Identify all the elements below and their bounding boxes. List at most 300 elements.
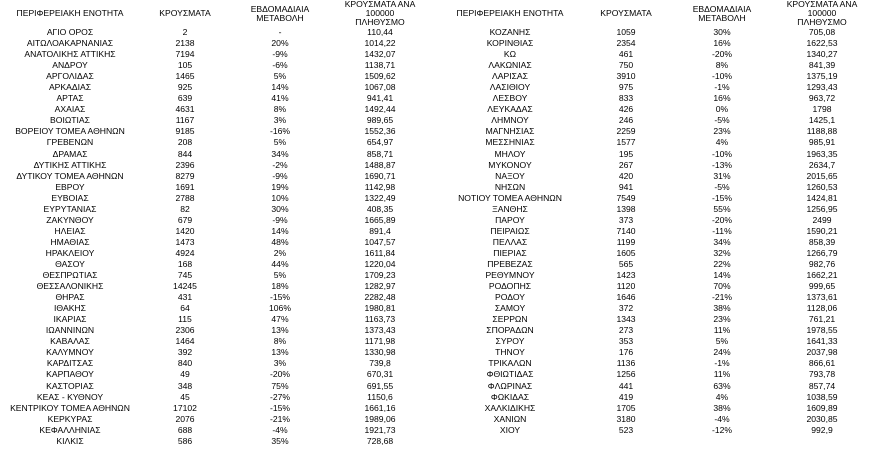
cases-cell: 7549 — [616, 192, 636, 203]
weekly-change-cell: 75% — [271, 380, 289, 391]
cases-cell: 1646 — [616, 292, 636, 303]
region-cell: ΚΙΛΚΙΣ — [56, 435, 84, 446]
region-cell: ΧΙΟΥ — [499, 424, 521, 435]
per-100k-cell: 1293,43 — [806, 82, 838, 93]
cases-cell: 925 — [177, 82, 193, 93]
table-row — [440, 115, 872, 126]
cases-cell: 523 — [618, 424, 634, 435]
cases-cell: 745 — [177, 270, 193, 281]
table-row — [0, 292, 430, 303]
region-cell: ΑΡΤΑΣ — [56, 93, 84, 104]
region-cell: ΚΑΒΑΛΑΣ — [50, 336, 90, 347]
per-100k-cell: 1665,89 — [364, 214, 396, 225]
cases-cell: 1577 — [616, 137, 636, 148]
weekly-change-cell: -4% — [714, 413, 730, 424]
region-cell: ΜΑΓΝΗΣΙΑΣ — [485, 126, 535, 137]
table-row — [0, 137, 430, 148]
cases-cell: 9185 — [175, 126, 195, 137]
per-100k-cell: 1322,49 — [364, 192, 396, 203]
table-row — [440, 182, 872, 193]
per-100k-cell: 891,4 — [369, 225, 391, 236]
weekly-change-cell: -9% — [272, 214, 288, 225]
per-100k-cell: 999,65 — [808, 281, 836, 292]
per-100k-cell: 985,91 — [808, 137, 836, 148]
region-cell: ΝΗΣΩΝ — [494, 181, 526, 192]
weekly-change-cell: -1% — [714, 82, 730, 93]
region-cell: ΙΩΑΝΝΙΝΩΝ — [45, 325, 95, 336]
region-cell: ΧΑΛΚΙΔΙΚΗΣ — [484, 402, 536, 413]
table-row — [440, 49, 872, 60]
cases-cell: 82 — [180, 203, 190, 214]
weekly-change-cell: 4% — [715, 391, 729, 402]
weekly-change-cell: 38% — [713, 303, 731, 314]
per-100k-cell: 963,72 — [808, 93, 836, 104]
per-100k-cell: 1256,95 — [806, 203, 838, 214]
cases-cell: 3910 — [616, 71, 636, 82]
cases-cell: 1423 — [616, 270, 636, 281]
weekly-change-cell: 106% — [269, 303, 291, 314]
weekly-change-cell: -13% — [711, 159, 733, 170]
region-cell: ΠΕΛΛΑΣ — [492, 236, 528, 247]
header-per-100k: ΚΡΟΥΣΜΑΤΑ ΑΝΑ 100000 ΠΛΗΘΥΣΜΟ — [786, 0, 858, 27]
region-cell: ΤΡΙΚΑΛΩΝ — [488, 358, 532, 369]
table-row — [0, 182, 430, 193]
header-cases: ΚΡΟΥΣΜΑΤΑ — [159, 8, 211, 18]
region-cell: ΒΟΙΩΤΙΑΣ — [50, 115, 90, 126]
weekly-change-cell: 30% — [271, 203, 289, 214]
table-row — [440, 137, 872, 148]
weekly-change-cell: -15% — [711, 192, 733, 203]
weekly-change-cell: 8% — [273, 104, 287, 115]
weekly-change-cell: -2% — [272, 159, 288, 170]
table-row — [0, 358, 430, 369]
weekly-change-cell: -1% — [714, 358, 730, 369]
weekly-change-cell: 5% — [273, 137, 287, 148]
cases-cell: 2076 — [175, 413, 195, 424]
region-cell: ΔΥΤΙΚΗΣ ΑΤΤΙΚΗΣ — [33, 159, 107, 170]
cases-cell: 115 — [178, 314, 192, 325]
weekly-change-cell: -21% — [269, 413, 291, 424]
header-weekly-change: ΕΒΔΟΜΑΔΙΑΙΑ ΜΕΤΑΒΟΛΗ — [250, 3, 310, 23]
cases-cell: 679 — [177, 214, 193, 225]
cases-cell: 1199 — [616, 236, 636, 247]
weekly-change-cell: 24% — [713, 347, 731, 358]
region-cell: ΑΝΑΤΟΛΙΚΗΣ ΑΤΤΙΚΗΣ — [24, 49, 116, 60]
cases-cell: 2 — [182, 27, 188, 37]
table-row — [440, 414, 872, 425]
table-row — [440, 347, 872, 358]
table-row — [0, 171, 430, 182]
weekly-change-cell: -20% — [711, 49, 733, 60]
region-cell: ΡΕΘΥΜΝΟΥ — [485, 270, 535, 281]
cases-cell: 1691 — [175, 181, 195, 192]
cases-cell: 372 — [618, 303, 634, 314]
table-row — [440, 149, 872, 160]
cases-cell: 1705 — [616, 402, 636, 413]
table-row — [0, 193, 430, 204]
region-cell: ΚΩ — [503, 49, 517, 60]
per-100k-cell: 841,39 — [808, 60, 836, 71]
table-row — [0, 237, 430, 248]
weekly-change-cell: 70% — [713, 281, 731, 292]
per-100k-cell: 1014,22 — [364, 38, 396, 49]
weekly-change-cell: 23% — [713, 314, 731, 325]
table-row — [0, 226, 430, 237]
weekly-change-cell: -6% — [272, 60, 288, 71]
table-row — [0, 381, 430, 392]
region-cell: ΕΥΒΟΙΑΣ — [51, 192, 89, 203]
weekly-change-cell: 35% — [271, 435, 289, 446]
weekly-change-cell: -12% — [711, 424, 733, 435]
region-cell: ΓΡΕΒΕΝΩΝ — [46, 137, 94, 148]
left-cases-table — [0, 0, 430, 447]
weekly-change-cell: -20% — [269, 369, 291, 380]
header-weekly-change: ΕΒΔΟΜΑΔΙΑΙΑ ΜΕΤΑΒΟΛΗ — [692, 3, 752, 23]
region-cell: ΦΩΚΙΔΑΣ — [490, 391, 530, 402]
per-100k-cell: 858,71 — [366, 148, 394, 159]
table-row — [0, 259, 430, 270]
table-row — [0, 126, 430, 137]
table-row — [440, 314, 872, 325]
table-row — [0, 436, 430, 447]
weekly-change-cell: 5% — [273, 71, 287, 82]
per-100k-cell: 1662,21 — [806, 270, 838, 281]
table-row — [440, 93, 872, 104]
weekly-change-cell: 32% — [713, 247, 731, 258]
weekly-change-cell: 30% — [713, 27, 731, 37]
cases-cell: 2259 — [616, 126, 636, 137]
region-cell: ΑΡΚΑΔΙΑΣ — [48, 82, 92, 93]
per-100k-cell: 1978,55 — [806, 325, 838, 336]
cases-cell: 176 — [618, 347, 634, 358]
cases-cell: 4631 — [175, 104, 195, 115]
region-cell: ΖΑΚΥΝΘΟΥ — [46, 214, 94, 225]
region-cell: ΜΗΛΟΥ — [494, 148, 526, 159]
cases-cell: 273 — [618, 325, 634, 336]
weekly-change-cell: 5% — [715, 336, 729, 347]
table-row — [440, 215, 872, 226]
cases-cell: 3180 — [616, 413, 636, 424]
region-cell: ΚΑΛΥΜΝΟΥ — [46, 347, 94, 358]
right-cases-table — [440, 0, 872, 436]
region-cell: ΡΟΔΟΥ — [495, 292, 525, 303]
region-cell: ΑΧΑΙΑΣ — [54, 104, 86, 115]
region-cell: ΘΗΡΑΣ — [55, 292, 85, 303]
table-row — [440, 381, 872, 392]
weekly-change-cell: -15% — [269, 292, 291, 303]
weekly-change-cell: 13% — [271, 325, 289, 336]
right-table-body — [440, 27, 872, 436]
cases-cell: 1343 — [616, 314, 636, 325]
per-100k-cell: 1552,36 — [364, 126, 396, 137]
weekly-change-cell: 31% — [713, 170, 731, 181]
weekly-change-cell: 10% — [271, 192, 289, 203]
per-100k-cell: 1488,87 — [364, 159, 396, 170]
per-100k-cell: 1373,43 — [364, 325, 396, 336]
cases-cell: 639 — [177, 93, 193, 104]
weekly-change-cell: -11% — [712, 225, 732, 236]
cases-cell: 1120 — [616, 281, 636, 292]
table-row — [440, 104, 872, 115]
weekly-change-cell: 8% — [715, 60, 729, 71]
region-cell: ΜΕΣΣΗΝΙΑΣ — [485, 137, 535, 148]
per-100k-cell: 1622,53 — [806, 38, 838, 49]
cases-cell: 833 — [618, 93, 634, 104]
table-row — [440, 369, 872, 380]
per-100k-cell: 739,8 — [369, 358, 391, 369]
per-100k-cell: 1641,33 — [806, 336, 838, 347]
table-row — [440, 204, 872, 215]
weekly-change-cell: -9% — [272, 49, 288, 60]
cases-cell: 1464 — [175, 336, 195, 347]
weekly-change-cell: 14% — [713, 270, 731, 281]
region-cell: ΠΑΡΟΥ — [495, 214, 525, 225]
weekly-change-cell: 14% — [271, 82, 289, 93]
region-cell: ΚΕΡΚΥΡΑΣ — [47, 413, 93, 424]
region-cell: ΣΕΡΡΩΝ — [492, 314, 528, 325]
cases-cell: 105 — [177, 60, 193, 71]
region-cell: ΗΜΑΘΙΑΣ — [50, 236, 90, 247]
cases-cell: 4924 — [175, 247, 195, 258]
per-100k-cell: 1709,23 — [364, 270, 396, 281]
header-per-100k: ΚΡΟΥΣΜΑΤΑ ΑΝΑ 100000 ΠΛΗΘΥΣΜΟ — [344, 0, 416, 27]
cases-cell: 8279 — [175, 170, 195, 181]
table-row — [440, 71, 872, 82]
cases-cell: 392 — [177, 347, 193, 358]
per-100k-cell: 1432,07 — [364, 49, 396, 60]
cases-cell: 1398 — [616, 203, 636, 214]
table-row — [0, 160, 430, 171]
per-100k-cell: 691,55 — [366, 380, 394, 391]
right-table-panel — [440, 0, 872, 436]
table-row — [0, 314, 430, 325]
weekly-change-cell: 14% — [271, 225, 289, 236]
weekly-change-cell: 8% — [273, 336, 287, 347]
per-100k-cell: 1963,35 — [806, 148, 838, 159]
region-cell: ΠΡΕΒΕΖΑΣ — [487, 258, 533, 269]
region-cell: ΛΑΣΙΘΙΟΥ — [489, 82, 531, 93]
table-row — [0, 115, 430, 126]
per-100k-cell: 857,74 — [808, 380, 836, 391]
region-cell: ΜΥΚΟΝΟΥ — [488, 159, 532, 170]
table-row — [0, 303, 430, 314]
header-region: ΠΕΡΙΦΕΡΕΙΑΚΗ ΕΝΟΤΗΤΑ — [456, 8, 564, 18]
per-100k-cell: 705,08 — [808, 27, 836, 37]
table-row — [0, 392, 430, 403]
weekly-change-cell: 2% — [273, 247, 287, 258]
per-100k-cell: 670,31 — [366, 369, 394, 380]
per-100k-cell: 110,44 — [367, 27, 393, 37]
weekly-change-cell: 34% — [713, 236, 731, 247]
weekly-change-cell: 34% — [271, 148, 289, 159]
cases-cell: 844 — [177, 148, 193, 159]
cases-cell: 14245 — [173, 281, 197, 292]
per-100k-cell: 1188,88 — [806, 126, 838, 137]
weekly-change-cell: 47% — [271, 314, 289, 325]
per-100k-cell: 1138,71 — [364, 60, 396, 71]
per-100k-cell: 1067,08 — [364, 82, 396, 93]
table-row — [0, 104, 430, 115]
cases-cell: 208 — [177, 137, 193, 148]
weekly-change-cell: 55% — [713, 203, 731, 214]
table-row — [0, 425, 430, 436]
per-100k-cell: 408,35 — [366, 203, 394, 214]
cases-cell: 1256 — [616, 369, 636, 380]
cases-cell: 840 — [177, 358, 193, 369]
table-row — [0, 82, 430, 93]
table-row — [0, 403, 430, 414]
table-row — [440, 303, 872, 314]
weekly-change-cell: 20% — [271, 38, 289, 49]
cases-cell: 49 — [180, 369, 190, 380]
cases-cell: 565 — [618, 258, 634, 269]
per-100k-cell: 2037,98 — [806, 347, 838, 358]
table-row — [440, 171, 872, 182]
weekly-change-cell: 16% — [713, 93, 731, 104]
cases-cell: 246 — [618, 115, 634, 126]
table-row — [440, 292, 872, 303]
region-cell: ΛΕΣΒΟΥ — [492, 93, 528, 104]
table-row — [0, 71, 430, 82]
weekly-change-cell: -20% — [711, 214, 733, 225]
region-cell: ΗΛΕΙΑΣ — [54, 225, 86, 236]
cases-cell: 1465 — [175, 71, 195, 82]
table-row — [440, 392, 872, 403]
weekly-change-cell: -5% — [714, 115, 730, 126]
cases-cell: 975 — [618, 82, 634, 93]
region-cell: ΦΛΩΡΙΝΑΣ — [487, 380, 533, 391]
per-100k-cell: 1590,21 — [806, 225, 838, 236]
region-cell: ΗΡΑΚΛΕΙΟΥ — [45, 247, 95, 258]
cases-cell: 1167 — [175, 115, 195, 126]
weekly-change-cell: -9% — [272, 170, 288, 181]
weekly-change-cell: 22% — [713, 258, 731, 269]
per-100k-cell: 654,97 — [366, 137, 394, 148]
table-row — [0, 60, 430, 71]
table-row — [440, 237, 872, 248]
region-cell: ΚΟΡΙΝΘΙΑΣ — [486, 38, 534, 49]
region-cell: ΑΓΙΟ ΟΡΟΣ — [46, 27, 94, 37]
cases-cell: 195 — [618, 148, 634, 159]
table-row — [440, 425, 872, 436]
region-cell: ΔΥΤΙΚΟΥ ΤΟΜΕΑ ΑΘΗΝΩΝ — [16, 170, 124, 181]
right-header-row — [440, 0, 872, 27]
weekly-change-cell: -15% — [269, 402, 291, 413]
cases-cell: 1136 — [616, 358, 636, 369]
per-100k-cell: 1980,81 — [364, 303, 396, 314]
cases-cell: 1059 — [616, 27, 636, 37]
per-100k-cell: 1330,98 — [364, 347, 396, 358]
weekly-change-cell: 63% — [713, 380, 731, 391]
weekly-change-cell: 41% — [271, 93, 289, 104]
cases-cell: 426 — [618, 104, 634, 115]
table-row — [440, 193, 872, 204]
cases-cell: 2306 — [175, 325, 195, 336]
region-cell: ΕΒΡΟΥ — [55, 181, 85, 192]
weekly-change-cell: 3% — [273, 358, 287, 369]
table-row — [440, 270, 872, 281]
cases-cell: 2354 — [616, 38, 636, 49]
cases-cell: 750 — [618, 60, 634, 71]
cases-cell: 2396 — [175, 159, 195, 170]
per-100k-cell: 1509,62 — [364, 71, 396, 82]
per-100k-cell: 858,39 — [808, 236, 836, 247]
table-row — [0, 27, 430, 38]
per-100k-cell: 1661,16 — [364, 402, 396, 413]
table-row — [0, 270, 430, 281]
per-100k-cell: 1128,06 — [806, 303, 838, 314]
per-100k-cell: 866,61 — [808, 358, 836, 369]
cases-cell: 941 — [618, 181, 634, 192]
cases-cell: 7140 — [616, 225, 636, 236]
per-100k-cell: 1690,71 — [364, 170, 396, 181]
cases-cell: 17102 — [173, 402, 197, 413]
region-cell: ΑΙΤΩΛΟΑΚΑΡΝΑΝΙΑΣ — [26, 38, 114, 49]
weekly-change-cell: -10% — [711, 71, 733, 82]
table-row — [440, 358, 872, 369]
per-100k-cell: 1266,79 — [806, 247, 838, 258]
per-100k-cell: 1047,57 — [364, 236, 396, 247]
weekly-change-cell: 16% — [713, 38, 731, 49]
region-cell: ΚΕΝΤΡΙΚΟΥ ΤΟΜΕΑ ΑΘΗΝΩΝ — [10, 402, 130, 413]
cases-cell: 586 — [177, 435, 193, 446]
cases-cell: 441 — [618, 380, 634, 391]
table-row — [0, 369, 430, 380]
per-100k-cell: 992,9 — [811, 424, 833, 435]
weekly-change-cell: -21% — [711, 292, 733, 303]
region-cell: ΚΑΡΔΙΤΣΑΣ — [46, 358, 94, 369]
region-cell: ΧΑΝΙΩΝ — [493, 413, 527, 424]
per-100k-cell: 1260,53 — [806, 181, 838, 192]
table-row — [0, 204, 430, 215]
table-row — [0, 49, 430, 60]
region-cell: ΛΑΚΩΝΙΑΣ — [488, 60, 532, 71]
per-100k-cell: 1375,19 — [806, 71, 838, 82]
cases-cell: 461 — [618, 49, 634, 60]
per-100k-cell: 1989,06 — [364, 413, 396, 424]
region-cell: ΛΗΜΝΟΥ — [491, 115, 529, 126]
per-100k-cell: 2282,48 — [364, 292, 396, 303]
region-cell: ΤΗΝΟΥ — [495, 347, 525, 358]
cases-cell: 1605 — [616, 247, 636, 258]
table-row — [0, 38, 430, 49]
per-100k-cell: 1424,81 — [806, 192, 838, 203]
cases-cell: 64 — [180, 303, 190, 314]
region-cell: ΚΕΦΑΛΛΗΝΙΑΣ — [39, 424, 101, 435]
table-row — [440, 281, 872, 292]
region-cell: ΚΑΡΠΑΘΟΥ — [46, 369, 94, 380]
region-cell: ΣΠΟΡΑΔΩΝ — [486, 325, 534, 336]
weekly-change-cell: 18% — [271, 281, 289, 292]
weekly-change-cell: -10% — [711, 148, 733, 159]
cases-cell: 688 — [177, 424, 193, 435]
table-row — [0, 215, 430, 226]
per-100k-cell: 2015,65 — [806, 170, 838, 181]
region-cell: ΑΡΓΟΛΙΔΑΣ — [46, 71, 94, 82]
table-row — [440, 27, 872, 38]
table-row — [0, 336, 430, 347]
region-cell: ΡΟΔΟΠΗΣ — [488, 281, 532, 292]
region-cell: ΣΑΜΟΥ — [494, 303, 526, 314]
left-table-panel — [0, 0, 430, 447]
cases-cell: 419 — [618, 391, 634, 402]
region-cell: ΚΟΖΑΝΗΣ — [489, 27, 531, 37]
weekly-change-cell: 23% — [713, 126, 731, 137]
weekly-change-cell: 4% — [715, 137, 729, 148]
cases-cell: 1420 — [175, 225, 195, 236]
table-row — [0, 414, 430, 425]
cases-cell: 353 — [618, 336, 634, 347]
